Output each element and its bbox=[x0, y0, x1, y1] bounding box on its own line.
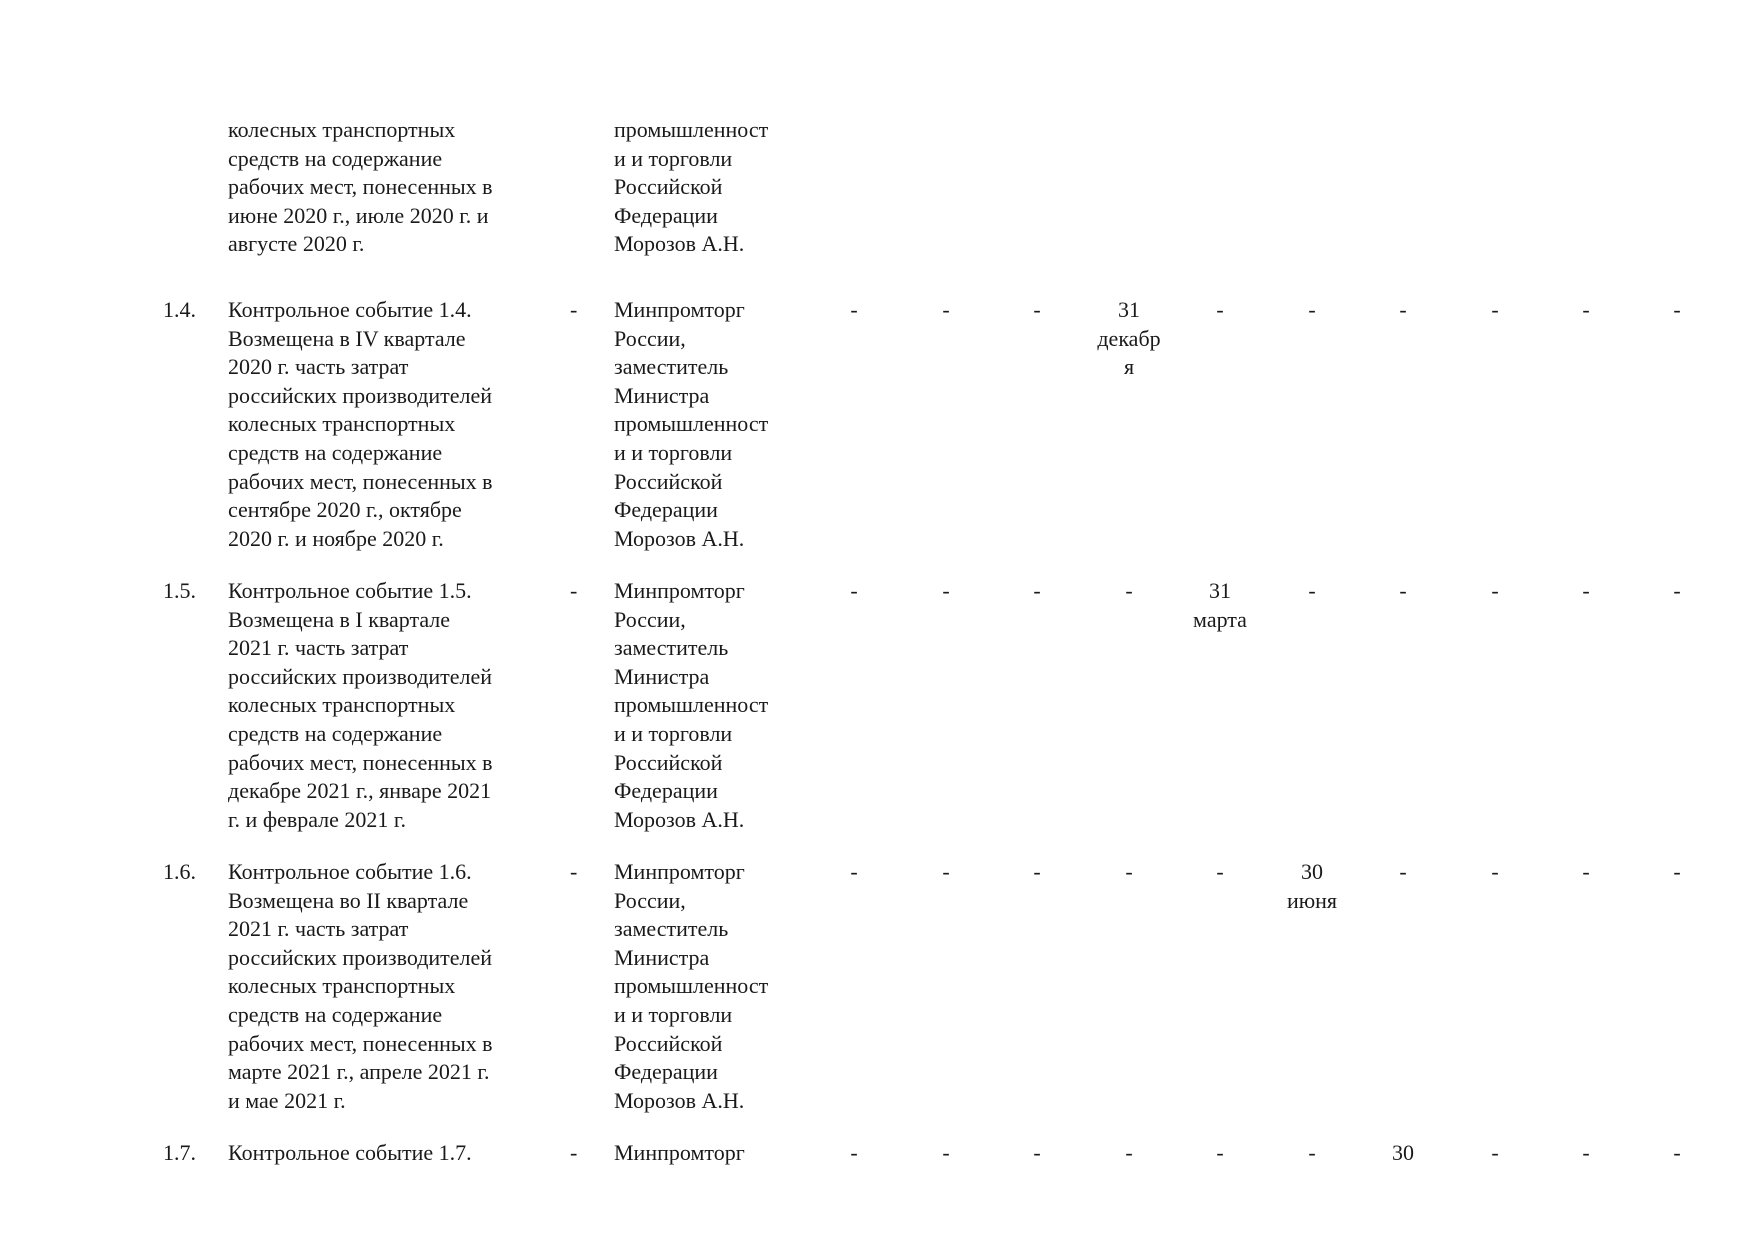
responsible-line: Российской bbox=[614, 468, 723, 494]
responsible-line: Минпромторг bbox=[614, 859, 745, 884]
marker-cell: - bbox=[570, 859, 578, 884]
quarter-cell: - bbox=[1582, 578, 1590, 603]
responsible-line: России, bbox=[614, 887, 686, 913]
quarter-cell: - bbox=[850, 578, 858, 603]
quarter-cell: - bbox=[1125, 859, 1133, 884]
responsible-line: Министра bbox=[614, 663, 710, 689]
quarter-cell: - bbox=[1033, 1140, 1041, 1165]
quarter-cell bbox=[1089, 296, 1169, 382]
description-line: российских производителей bbox=[228, 382, 493, 408]
description-line: средств на содержание bbox=[228, 145, 443, 171]
responsible-line: России, bbox=[614, 606, 686, 632]
responsible-line: Федерации bbox=[614, 1059, 718, 1085]
event-description bbox=[228, 858, 493, 1115]
description-line: средств на содержание bbox=[228, 720, 443, 746]
responsible-line: России, bbox=[614, 325, 686, 351]
event-description bbox=[228, 577, 493, 834]
row-number: 1.7. bbox=[163, 1140, 196, 1165]
event-description bbox=[228, 1139, 472, 1168]
description-line: августе 2020 г. bbox=[228, 231, 365, 257]
quarter-cell: - bbox=[1491, 578, 1499, 603]
quarter-cell bbox=[1180, 577, 1260, 634]
quarter-cell: - bbox=[1033, 578, 1041, 603]
description-line: средств на содержание bbox=[228, 1001, 443, 1027]
description-line: рабочих мест, понесенных в bbox=[228, 1030, 493, 1056]
responsible-line: Морозов А.Н. bbox=[614, 231, 745, 257]
responsible-line: и и торговли bbox=[614, 720, 733, 746]
responsible-line: Федерации bbox=[614, 497, 718, 523]
quarter-cell bbox=[1272, 858, 1352, 915]
description-line: 2021 г. часть затрат bbox=[228, 635, 409, 661]
description-line: Контрольное событие 1.7. bbox=[228, 1140, 472, 1165]
description-line: 2020 г. и ноябре 2020 г. bbox=[228, 525, 444, 551]
quarter-cell: - bbox=[1491, 859, 1499, 884]
quarter-cell: - bbox=[1582, 859, 1590, 884]
quarter-line: я bbox=[1123, 354, 1135, 380]
quarter-line: 30 bbox=[1301, 859, 1323, 884]
event-description bbox=[228, 296, 493, 553]
description-line: Контрольное событие 1.4. bbox=[228, 297, 472, 322]
responsible-line: Морозов А.Н. bbox=[614, 525, 745, 551]
description-line: российских производителей bbox=[228, 944, 493, 970]
description-line: рабочих мест, понесенных в bbox=[228, 749, 493, 775]
event-description bbox=[228, 116, 493, 259]
responsible-person bbox=[614, 296, 768, 553]
responsible-line: Министра bbox=[614, 944, 710, 970]
marker-cell: - bbox=[570, 1140, 578, 1165]
row-number: 1.6. bbox=[163, 859, 196, 884]
quarter-cell: - bbox=[1125, 578, 1133, 603]
description-line: и мае 2021 г. bbox=[228, 1087, 346, 1113]
description-line: Контрольное событие 1.6. bbox=[228, 859, 472, 884]
description-line: Возмещена в IV квартале bbox=[228, 325, 466, 351]
quarter-line: марта bbox=[1193, 606, 1247, 632]
responsible-line: и и торговли bbox=[614, 145, 733, 171]
description-line: декабре 2021 г., январе 2021 bbox=[228, 778, 492, 804]
description-line: Контрольное событие 1.5. bbox=[228, 578, 472, 603]
quarter-cell: - bbox=[942, 1140, 950, 1165]
quarter-cell: - bbox=[1399, 578, 1407, 603]
quarter-cell: - bbox=[1216, 1140, 1224, 1165]
responsible-line: Минпромторг bbox=[614, 297, 745, 322]
quarter-line: 31 bbox=[1118, 297, 1140, 322]
quarter-cell: - bbox=[1033, 859, 1041, 884]
marker-cell: - bbox=[570, 578, 578, 603]
quarter-cell: - bbox=[850, 297, 858, 322]
quarter-cell: - bbox=[1582, 297, 1590, 322]
quarter-cell: - bbox=[1308, 297, 1316, 322]
responsible-line: заместитель bbox=[614, 916, 729, 942]
responsible-line: Федерации bbox=[614, 778, 718, 804]
responsible-person bbox=[614, 577, 768, 834]
description-line: российских производителей bbox=[228, 663, 493, 689]
quarter-line: июня bbox=[1286, 887, 1338, 913]
quarter-cell: - bbox=[1125, 1140, 1133, 1165]
responsible-line: Морозов А.Н. bbox=[614, 806, 745, 832]
responsible-line: Минпромторг bbox=[614, 578, 745, 603]
responsible-line: и и торговли bbox=[614, 439, 733, 465]
description-line: колесных транспортных bbox=[228, 692, 456, 718]
quarter-cell: - bbox=[850, 859, 858, 884]
responsible-line: Российской bbox=[614, 1030, 723, 1056]
responsible-line: промышленност bbox=[614, 411, 769, 437]
description-line: колесных транспортных bbox=[228, 411, 456, 437]
row-number: 1.4. bbox=[163, 297, 196, 322]
quarter-cell: - bbox=[1491, 297, 1499, 322]
description-line: рабочих мест, понесенных в bbox=[228, 174, 493, 200]
responsible-line: промышленност bbox=[614, 117, 769, 142]
responsible-line: Российской bbox=[614, 749, 723, 775]
quarter-cell: - bbox=[942, 578, 950, 603]
marker-cell: - bbox=[570, 297, 578, 322]
description-line: г. и феврале 2021 г. bbox=[228, 806, 406, 832]
responsible-line: и и торговли bbox=[614, 1001, 733, 1027]
description-line: Возмещена во II квартале bbox=[228, 887, 469, 913]
responsible-person bbox=[614, 1139, 745, 1168]
responsible-line: заместитель bbox=[614, 635, 729, 661]
description-line: рабочих мест, понесенных в bbox=[228, 468, 493, 494]
quarter-line: 31 bbox=[1209, 578, 1231, 603]
description-line: марте 2021 г., апреле 2021 г. bbox=[228, 1059, 490, 1085]
quarter-cell: - bbox=[1673, 859, 1681, 884]
quarter-cell: - bbox=[850, 1140, 858, 1165]
description-line: сентябре 2020 г., октябре bbox=[228, 497, 462, 523]
responsible-line: Российской bbox=[614, 174, 723, 200]
quarter-cell: - bbox=[1308, 578, 1316, 603]
quarter-cell: - bbox=[1308, 1140, 1316, 1165]
quarter-cell: - bbox=[1399, 297, 1407, 322]
quarter-cell: - bbox=[1673, 1140, 1681, 1165]
responsible-line: Федерации bbox=[614, 202, 718, 228]
responsible-line: промышленност bbox=[614, 973, 769, 999]
quarter-cell: - bbox=[942, 297, 950, 322]
quarter-line: декабр bbox=[1097, 325, 1161, 351]
description-line: средств на содержание bbox=[228, 439, 443, 465]
quarter-cell: - bbox=[1216, 859, 1224, 884]
description-line: 2020 г. часть затрат bbox=[228, 354, 409, 380]
quarter-cell: - bbox=[1033, 297, 1041, 322]
quarter-cell: - bbox=[1673, 578, 1681, 603]
description-line: июне 2020 г., июле 2020 г. и bbox=[228, 202, 489, 228]
quarter-cell: - bbox=[942, 859, 950, 884]
description-line: Возмещена в I квартале bbox=[228, 606, 451, 632]
quarter-cell: - bbox=[1673, 297, 1681, 322]
description-line: колесных транспортных bbox=[228, 117, 456, 142]
responsible-line: Минпромторг bbox=[614, 1140, 745, 1165]
quarter-cell: 30 bbox=[1392, 1140, 1414, 1165]
responsible-line: промышленност bbox=[614, 692, 769, 718]
description-line: 2021 г. часть затрат bbox=[228, 916, 409, 942]
responsible-line: Морозов А.Н. bbox=[614, 1087, 745, 1113]
quarter-cell: - bbox=[1491, 1140, 1499, 1165]
responsible-line: Министра bbox=[614, 382, 710, 408]
description-line: колесных транспортных bbox=[228, 973, 456, 999]
row-number: 1.5. bbox=[163, 578, 196, 603]
quarter-cell: - bbox=[1582, 1140, 1590, 1165]
quarter-cell: - bbox=[1399, 859, 1407, 884]
quarter-cell: - bbox=[1216, 297, 1224, 322]
responsible-person bbox=[614, 116, 768, 259]
responsible-line: заместитель bbox=[614, 354, 729, 380]
responsible-person bbox=[614, 858, 768, 1115]
